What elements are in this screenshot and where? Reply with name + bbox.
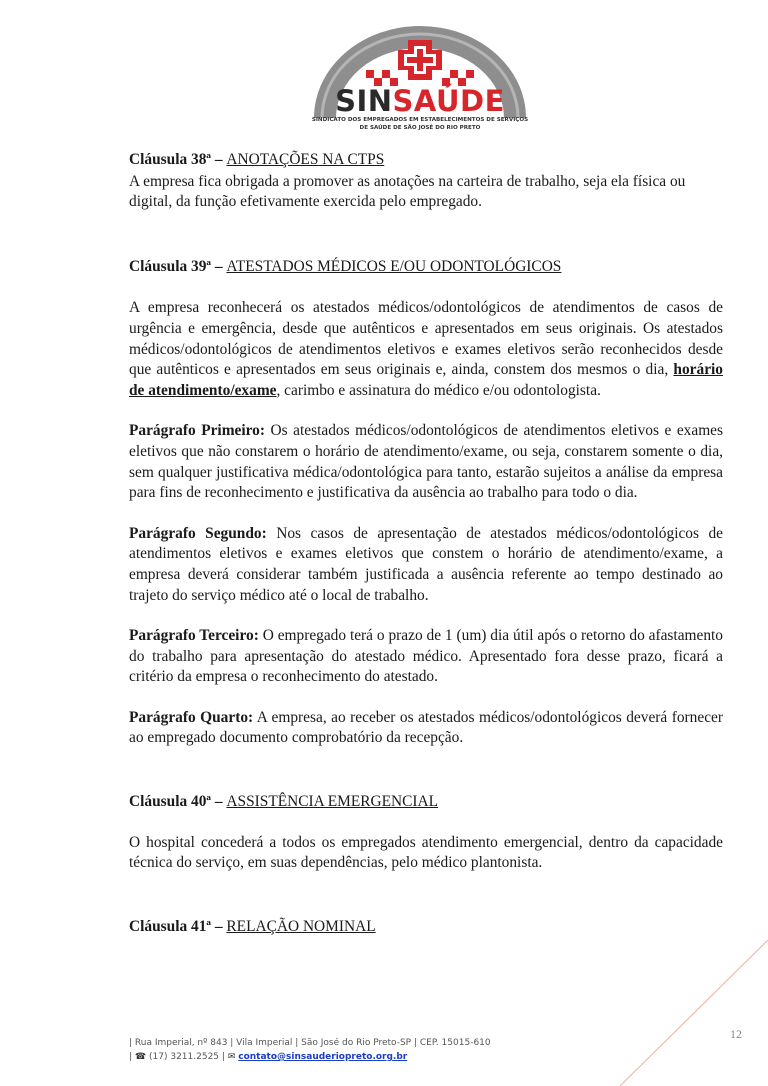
paragraph-segundo: Parágrafo Segundo: Nos casos de apresentação de atestados médicos/odontológicos de atendimentos eletivos e exames eletivos que constem o horário de atendimento/exame, a empresa deverá considerar também justificada a ausência referente ao tempo destinado ao trajeto do serviço médico até o local de trabalho. — [129, 524, 723, 604]
footer-contact: | ☎ (17) 3211.2525 | ✉ contato@sinsauderiopreto.org.br — [129, 1052, 408, 1062]
footer-address: | Rua Imperial, nº 843 | Vila Imperial | São José do Rio Preto-SP | CEP. 15015-610 — [129, 1038, 491, 1048]
footer-phone: (17) 3211.2525 — [149, 1052, 220, 1062]
logo-wordmark: SINSAÚDE — [335, 84, 505, 118]
sinsaude-logo — [300, 26, 540, 138]
email-icon: ✉ — [227, 1052, 236, 1062]
clause-41-heading: Cláusula 41ª – RELAÇÃO NOMINAL — [129, 917, 376, 935]
clause-40-text: O hospital concederá a todos os empregados atendimento emergencial, dentro da capacidade técnica do serviço, em suas dependências, pelo médico plantonista. — [129, 833, 723, 872]
logo-subtitle-line1: SINDICATO DOS EMPREGADOS EM ESTABELECIMENTOS DE SERVIÇOS — [311, 117, 529, 123]
clause-39-text: A empresa reconhecerá os atestados médicos/odontológicos de atendimentos de casos de urgência e emergência, desde que autênticos e apresentados em seus originais. Os atestados médicos/odontológicos de atendimentos eletivos e exames eletivos serão reconhecidos desde que autênticos e apresentados em seus originais e, ainda, constem dos mesmos o dia, horário de atendimento/exame, carimbo e assinatura do médico e/ou odontologista. — [129, 299, 723, 399]
paragraph-terceiro: Parágrafo Terceiro: O empregado terá o prazo de 1 (um) dia útil após o retorno do afastamento do trabalho para apresentação do atestado médico. Apresentado fora desse prazo, ficará a critério da empresa o reconhecimento do atestado. — [129, 627, 723, 686]
footer-email-link[interactable]: contato@sinsauderiopreto.org.br — [238, 1052, 408, 1062]
corner-decoration — [620, 940, 768, 1086]
clause-38-text: A empresa fica obrigada a promover as anotações na carteira de trabalho, seja ela física ou digital, da função efetivamente exercida pelo empregado. — [129, 172, 686, 211]
phone-icon: ☎ — [134, 1052, 147, 1062]
paragraph-quarto: Parágrafo Quarto: A empresa, ao receber os atestados médicos/odontológicos deverá fornecer ao empregado documento comprobatório da recepção. — [129, 708, 723, 747]
footer — [129, 1036, 491, 1064]
logo-subtitle-line2: DE SAÚDE DE SÃO JOSÉ DO RIO PRETO — [359, 125, 481, 131]
document-body — [129, 150, 723, 937]
paragraph-primeiro: Parágrafo Primeiro: Os atestados médicos/odontológicos de atendimentos eletivos e exames eletivos que não constarem o horário de atendimento/exame, ou seja, constarem somente o dia, sem qualquer justificativa médica/odontológica para tanto, estarão sujeitos a análise da empresa para fins de reconhecimento e justificativa da ausência ao trabalho para todo o dia. — [129, 422, 723, 502]
page-number: 12 — [730, 1027, 742, 1041]
clause-40-heading: Cláusula 40ª – ASSISTÊNCIA EMERGENCIAL — [129, 793, 439, 811]
clause-39-heading: Cláusula 39ª – ATESTADOS MÉDICOS E/OU ODONTOLÓGICOS — [129, 257, 562, 275]
clause-38-heading: Cláusula 38ª – ANOTAÇÕES NA CTPS — [129, 151, 385, 168]
